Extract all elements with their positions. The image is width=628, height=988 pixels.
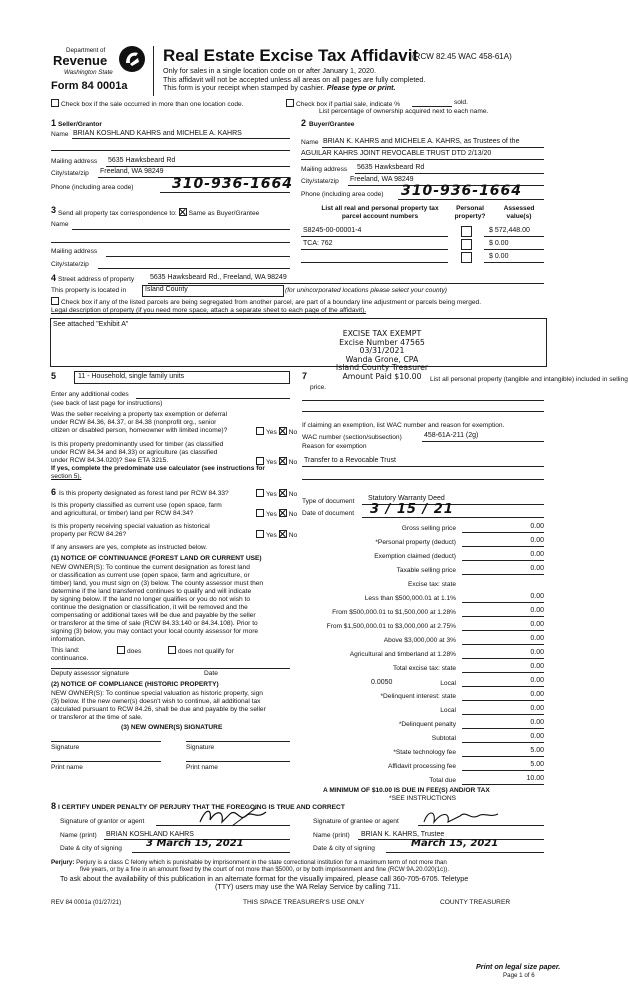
buyer-phone-label: Phone (including area code)	[301, 191, 384, 198]
tax-value-exemption[interactable]: 0.00	[530, 551, 544, 558]
see-back-note: (see back of last page for instructions)	[51, 400, 163, 407]
legal-description-label: Legal description of property (if you need more space, attach a separate sheet to each page of the affidavit).	[51, 307, 367, 314]
tax-label-local: Local	[440, 680, 456, 687]
multi-location-checkbox[interactable]: Check box if the sale occurred in more than one location code.	[51, 99, 244, 109]
grantor-signature-label: Signature of grantor or agent	[60, 818, 145, 825]
tax-value-penalty[interactable]: 0.00	[530, 719, 544, 726]
dept-line3: Washington State	[64, 69, 113, 76]
tax-value-total-state[interactable]: 0.00	[530, 663, 544, 670]
buyer-mailing-field[interactable]: 5635 Hawksbeard Rd	[357, 164, 425, 171]
tax-label-tier2: From $500,000.01 to $1,500,000 at 1.28%	[332, 609, 456, 616]
additional-codes-label: Enter any additional codes	[51, 391, 129, 398]
corr-mailing-label: Mailing address	[51, 248, 98, 255]
tax-value-processing-fee[interactable]: 5.00	[530, 761, 544, 768]
parcel-account-1[interactable]: S8245-00-00001-4	[303, 227, 362, 234]
tax-label-exemption: Exemption claimed (deduct)	[374, 553, 456, 560]
buyer-name-field-2[interactable]: AGUILAR KAHRS JOINT REVOCABLE TRUST DTD 2/13/20	[301, 150, 492, 157]
section-number-1: 1	[51, 118, 57, 128]
subtitle-2: This affidavit will not be accepted unless all areas on all pages are fully completed.	[163, 74, 426, 84]
buyer-title: Buyer/Grantee	[309, 121, 355, 128]
seller-title: Seller/Grantor	[58, 121, 102, 128]
street-field[interactable]: 5635 Hawksbeard Rd., Freeland, WA 98249	[150, 274, 287, 281]
section-number-2: 2	[301, 118, 307, 128]
assessed-value-3[interactable]: $ 0.00	[489, 253, 509, 260]
tax-label-interest-state: *Delinquent interest: state	[380, 693, 456, 700]
tax-value-personal[interactable]: 0.00	[530, 537, 544, 544]
treasurer-stamp: EXCISE TAX EXEMPT Excise Number 47565 03/31/2021 Wanda Grone, CPA Island County Treasurer Amount Paid $10.00	[335, 329, 429, 381]
forest-q1-answer[interactable]: Yes No	[256, 489, 297, 499]
tax-value-agricultural[interactable]: 0.00	[530, 649, 544, 656]
personal-checkbox-2[interactable]	[461, 239, 472, 250]
owner-print-name-label-2: Print name	[186, 764, 218, 771]
tax-value-tier2[interactable]: 0.00	[530, 607, 544, 614]
tax-label-excise-state: Excise tax: state	[407, 581, 456, 588]
seller-phone-label: Phone (including area code)	[51, 184, 134, 191]
tax-value-local[interactable]: 0.00	[530, 677, 544, 684]
timber-q2-answer[interactable]: Yes No	[256, 457, 297, 467]
unincorporated-note: (for unincorporated locations please select your county)	[285, 287, 448, 294]
assessed-header: Assessed value(s)	[503, 205, 535, 220]
tax-value-gross[interactable]: 0.00	[530, 523, 544, 530]
notice-continuance-title: (1) NOTICE OF CONTINUANCE (FOREST LAND OR CURRENT USE)	[51, 555, 262, 562]
current-use-q2: Is this property classified as current use (open space, farm and agricultural, or timber) land per RCW 84.34?	[51, 502, 222, 517]
wac-field[interactable]: 458-61A-211 (2g)	[424, 432, 479, 439]
local-rate: 0.0050	[371, 679, 393, 686]
buyer-city-field[interactable]: Freeland, WA 98249	[350, 176, 414, 183]
section-number-6: 6	[51, 487, 57, 497]
grantee-date-field[interactable]: March 15, 2021	[411, 838, 499, 849]
alternate-format-note: To ask about the availability of this publication in an alternate format for the visually impaired, please call 360-705-6705. Teletype	[60, 874, 469, 883]
legal-size-note: Print on legal size paper.	[476, 962, 561, 971]
tax-label-subtotal: Subtotal	[431, 735, 456, 742]
deputy-date-label: Date	[204, 670, 218, 677]
located-label: This property is located in	[51, 287, 127, 294]
see-instructions-note: *SEE INSTRUCTIONS	[389, 795, 457, 802]
personal-property-text: List all personal property (tangible and intangible) included in selling	[430, 376, 628, 383]
historic-q3: Is this property receiving special valuation as historical property per RCW 84.26?	[51, 523, 210, 538]
partial-sale-checkbox[interactable]: Check box if partial sale, indicate %	[286, 99, 400, 109]
section-number-8: 8	[51, 801, 57, 811]
continuance-label: continuance.	[51, 655, 89, 662]
seller-city-field[interactable]: Freeland, WA 98249	[100, 168, 164, 175]
perjury-notice: Perjury: Perjury is a class C felony which is punishable by imprisonment in the state correctional institution for a maximum term of not more than	[51, 859, 447, 866]
tax-value-interest-state[interactable]: 0.00	[530, 691, 544, 698]
notice-continuance-text: NEW OWNER(S): To continue the current designation as forest land or classification as current use (open space, farm and agriculture, or timber) land, you must sign on (3) below. The county assessor must then determine if the land transferred continues to qualify and will indicate by signing below. If the land no longer qualifies or you do not wish to continue the designation or classification, it will be removed and the compensating or additional taxes will be due and payable by the seller or transferor at the time of sale (RCW 84.33.140 or 84.34.108). Prior to signing (3) below, you may contact your local county assessor for more information.	[51, 563, 264, 643]
dept-line2: Revenue	[53, 53, 108, 68]
correspondence-label: Send all property tax correspondence to: Same as Buyer/Grantee	[58, 210, 260, 217]
buyer-name-label: Name	[301, 139, 319, 146]
tax-value-tier4[interactable]: 0.00	[530, 635, 544, 642]
seller-name-field[interactable]: BRIAN KOSHLAND KAHRS and MICHELE A. KAHRS	[73, 130, 242, 137]
tax-label-penalty: *Delinquent penalty	[398, 721, 456, 728]
if-yes-note: If any answers are yes, complete as instructed below.	[51, 544, 208, 551]
reason-label: Reason for exemption	[302, 443, 367, 450]
tax-label-interest-local: Local	[440, 707, 456, 714]
tax-value-total-due[interactable]: 10.00	[526, 775, 544, 782]
wac-label: WAC number (section/subsection)	[302, 434, 402, 441]
seller-mailing-field[interactable]: 5635 Hawksbeard Rd	[108, 157, 176, 164]
owner-signature-label-1: Signature	[51, 744, 80, 751]
current-use-q2-answer[interactable]: Yes No	[256, 509, 297, 519]
exemption-q1-answer[interactable]: Yes No	[256, 427, 297, 437]
legal-description-value: See attached "Exhibit A"	[53, 321, 129, 328]
parcel-header: List all real and personal property tax parcel account numbers	[321, 205, 439, 220]
tax-value-tier3[interactable]: 0.00	[530, 621, 544, 628]
same-as-buyer-checkbox[interactable]	[179, 208, 187, 216]
grantor-date-field[interactable]: 3 March 15, 2021	[146, 838, 244, 849]
corr-city-label: City/state/zip	[51, 261, 89, 268]
list-pct-note: List percentage of ownership acquired next to each name.	[319, 108, 489, 115]
revision-label: REV 84 0001a (01/27/21)	[51, 899, 122, 906]
owner-print-name-label-1: Print name	[51, 764, 83, 771]
does-not-checkbox[interactable]: does not qualify for	[168, 646, 234, 656]
section-number-3: 3	[51, 205, 57, 215]
section-number-5: 5	[51, 371, 57, 381]
tax-value-tier1[interactable]: 0.00	[530, 593, 544, 600]
tax-label-taxable: Taxable selling price	[396, 567, 456, 574]
buyer-mailing-label: Mailing address	[301, 166, 348, 173]
notice-compliance-title: (2) NOTICE OF COMPLIANCE (HISTORIC PROPERTY)	[51, 681, 219, 688]
new-owner-signature-title: (3) NEW OWNER(S) SIGNATURE	[121, 724, 223, 731]
subtitle-1: Only for sales in a single location code on or after January 1, 2020.	[163, 66, 376, 75]
tax-label-total-due: Total due	[429, 777, 456, 784]
deputy-signature-label: Deputy assessor signature	[51, 670, 130, 677]
doc-type-field[interactable]: Statutory Warranty Deed	[368, 495, 445, 502]
street-label: Street address of property	[58, 276, 135, 283]
perjury-notice-2: five years, or by a fine in an amount fixed by the court of not more than $5000, or by both imprisonment and fine (RCW 9A.20.020(1c)).	[80, 866, 450, 873]
treasurer-use-label: THIS SPACE TREASURER'S USE ONLY	[243, 899, 365, 906]
notice-compliance-text: NEW OWNER(S): To continue special valuation as historic property, sign (3) below. If the new owner(s) doesn't wish to continue, all additional tax calculated pursuant to RCW 84.26, shall be due and payable by the seller or transferor at the time of sale.	[51, 689, 266, 721]
tax-value-subtotal[interactable]: 0.00	[530, 733, 544, 740]
parcel-account-2[interactable]: TCA: 762	[303, 240, 333, 247]
grantee-name-field[interactable]: BRIAN K. KAHRS, Trustee	[361, 831, 445, 838]
grantor-date-label: Date & city of signing	[60, 845, 122, 852]
exemption-q1: Was the seller receiving a property tax exemption or deferral under RCW 84.36, 84.37, or 84.38 (nonprofit org., senior citizen or disabled person, homeowner with limited income)?	[51, 411, 228, 434]
form-number: Form 84 0001a	[51, 80, 128, 92]
certify-statement: I CERTIFY UNDER PENALTY OF PERJURY THAT THE FOREGOING IS TRUE AND CORRECT	[58, 804, 345, 811]
page-number: Page 1 of 6	[503, 972, 535, 979]
corr-name-label: Name	[51, 221, 69, 228]
personal-property-text-b: price.	[310, 384, 327, 391]
reason-field[interactable]: Transfer to a Revocable Trust	[304, 457, 396, 464]
assessed-value-2[interactable]: $ 0.00	[489, 240, 509, 247]
buyer-name-field[interactable]: BRIAN K. KAHRS and MICHELE A. KAHRS, as Trustees of the	[323, 138, 520, 145]
tax-value-interest-local[interactable]: 0.00	[530, 705, 544, 712]
tax-value-tech-fee[interactable]: 5.00	[530, 747, 544, 754]
buyer-phone-field[interactable]: 310-936-1664	[401, 183, 523, 199]
section-number-7: 7	[302, 371, 308, 381]
tax-value-taxable[interactable]: 0.00	[530, 565, 544, 572]
forest-q1: Is this property designated as forest land per RCW 84.33?	[59, 490, 229, 497]
buyer-city-label: City/state/zip	[301, 178, 339, 185]
personal-checkbox-3[interactable]	[461, 252, 472, 263]
timber-q2: Is this property predominantly used for timber (as classified under RCW 84.34 and 84.33) or agriculture (as classified under RCW 84.34.020)? See ETA 3215. If yes, complete the predominate use calculator (see instructions for section 5).	[51, 441, 265, 480]
tax-label-gross: Gross selling price	[401, 525, 456, 532]
seller-mailing-label: Mailing address	[51, 158, 98, 165]
tax-label-personal: *Personal property (deduct)	[375, 539, 456, 546]
grantor-name-field[interactable]: BRIAN KOSHLAND KAHRS	[106, 831, 194, 838]
does-checkbox[interactable]: does	[117, 646, 141, 656]
tax-label-tier1: Less than $500,000.01 at 1.1%	[364, 595, 456, 602]
subtitle-3: This form is your receipt when stamped by cashier. Please type or print.	[163, 83, 396, 92]
sold-label: sold.	[454, 99, 468, 106]
county-value: Island County	[145, 286, 188, 293]
dept-line1: Department of	[66, 47, 106, 54]
tax-label-processing-fee: Affidavit processing fee	[387, 763, 456, 770]
property-use-value: 11 - Household, single family units	[78, 373, 185, 380]
tax-label-tech-fee: *State technology fee	[393, 749, 456, 756]
seller-name-label: Name	[51, 131, 69, 138]
rcw-reference: (RCW 82.45 WAC 458-61A)	[412, 52, 512, 61]
segregated-checkbox[interactable]: Check box if any of the listed parcels are being segregated from another parcel, are part of a boundary line adjustment or parcels being merged.	[51, 297, 481, 307]
grantee-date-label: Date & city of signing	[313, 845, 375, 852]
tax-label-agricultural: Agricultural and timberland at 1.28%	[349, 651, 456, 658]
form-title: Real Estate Excise Tax Affidavit	[163, 46, 419, 65]
grantee-signature-label: Signature of grantee or agent	[313, 818, 399, 825]
personal-checkbox-1[interactable]	[461, 226, 472, 237]
owner-signature-label-2: Signature	[186, 744, 215, 751]
seller-phone-field[interactable]: 310-936-1664	[172, 176, 294, 192]
doc-date-field[interactable]: 3 / 15 / 21	[370, 502, 454, 517]
tax-label-total-state: Total excise tax: state	[392, 665, 456, 672]
assessed-value-1[interactable]: $ 572,448.00	[489, 227, 530, 234]
tax-label-tier4: Above $3,000,000 at 3%	[383, 637, 456, 644]
section-number-4: 4	[51, 273, 57, 283]
this-land-label: This land:	[51, 647, 80, 654]
doc-date-label: Date of document	[302, 510, 355, 517]
historic-q3-answer[interactable]: Yes No	[256, 530, 297, 540]
doc-type-label: Type of document	[302, 498, 355, 505]
grantee-name-label: Name (print)	[313, 832, 350, 839]
minimum-due-note: A MINIMUM OF $10.00 IS DUE IN FEE(S) AND/OR TAX	[323, 787, 490, 794]
exemption-claim-note: If claiming an exemption, list WAC number and reason for exemption.	[302, 422, 505, 429]
tax-label-tier3: From $1,500,000.01 to $3,000,000 at 2.75%	[326, 623, 456, 630]
dor-logo-icon	[118, 45, 146, 73]
grantor-name-label: Name (print)	[60, 832, 97, 839]
tty-note: (TTY) users may use the WA Relay Service by calling 711.	[215, 882, 401, 891]
seller-city-label: City/state/zip	[51, 170, 89, 177]
county-treasurer-label: COUNTY TREASURER	[440, 899, 511, 906]
personal-header: Personal property?	[454, 205, 486, 220]
